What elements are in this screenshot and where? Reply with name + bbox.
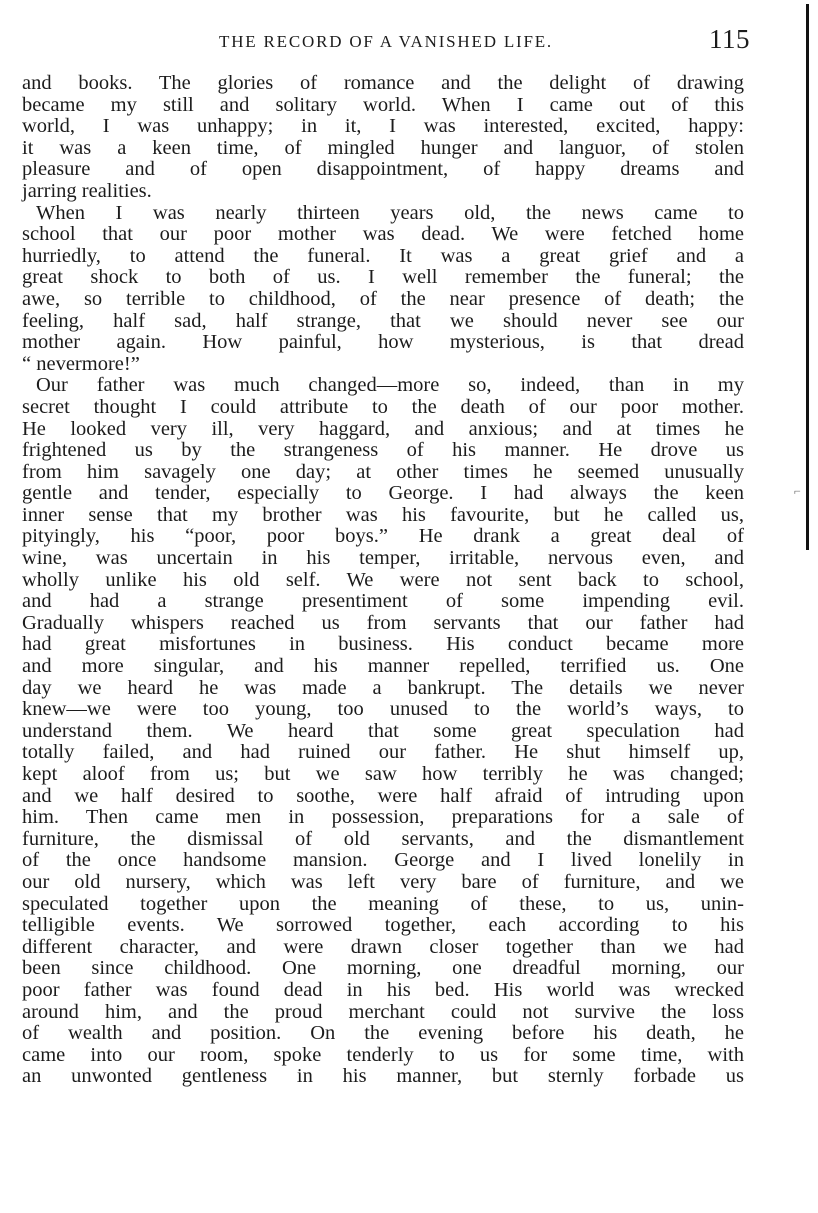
text-line: knew—we were too young, too unused to the world’s ways, to xyxy=(22,698,744,721)
text-line: and more singular, and his manner repelled, terrified us. One xyxy=(22,655,744,678)
text-line: world, I was unhappy; in it, I was interested, excited, happy: xyxy=(22,115,744,138)
text-line: When I was nearly thirteen years old, the news came to xyxy=(36,201,744,224)
text-line: awe, so terrible to childhood, of the near presence of death; the xyxy=(22,287,744,310)
text-line: “ nevermore!” xyxy=(22,352,140,375)
text-line: frightened us by the strangeness of his manner. He drove us xyxy=(22,439,744,462)
text-line: and had a strange presentiment of some impending evil. xyxy=(22,590,744,613)
text-lines xyxy=(22,73,744,1088)
page-number: 115 xyxy=(709,24,750,54)
text-line: great shock to both of us. I well remember the funeral; the xyxy=(22,266,744,289)
text-line: wine, was uncertain in his temper, irritable, nervous even, and xyxy=(22,547,744,570)
text-line: from him savagely one day; at other times he seemed unusually xyxy=(22,460,744,483)
text-line: pityingly, his “poor, poor boys.” He drank a great deal of xyxy=(22,525,744,548)
running-title: THE RECORD OF A VANISHED LIFE. xyxy=(219,32,553,51)
text-line: furniture, the dismissal of old servants, and the dismantlement xyxy=(22,827,744,850)
text-line: became my still and solitary world. When I came out of this xyxy=(22,93,744,116)
text-line: school that our poor mother was dead. We were fetched home xyxy=(22,223,744,246)
text-line: had great misfortunes in business. His conduct became more xyxy=(22,633,744,656)
text-line: day we heard he was made a bankrupt. The details we never xyxy=(22,676,744,699)
text-line: an unwonted gentleness in his manner, but sternly forbade us xyxy=(22,1065,744,1088)
text-line: of the once handsome mansion. George and I lived lonelily in xyxy=(22,849,744,872)
text-line: around him, and the proud merchant could not survive the loss xyxy=(22,1000,744,1023)
text-line: wholly unlike his old self. We were not sent back to school, xyxy=(22,568,744,591)
text-line: poor father was found dead in his bed. His world was wrecked xyxy=(22,978,744,1001)
text-line: of wealth and position. On the evening before his death, he xyxy=(22,1022,744,1045)
running-header xyxy=(22,24,750,60)
text-line: inner sense that my brother was his favourite, but he called us, xyxy=(22,503,744,526)
text-line: hurriedly, to attend the funeral. It was a great grief and a xyxy=(22,244,744,267)
text-line: He looked very ill, very haggard, and anxious; and at times he xyxy=(22,417,744,440)
text-line: mother again. How painful, how mysterious, is that dread xyxy=(22,331,744,354)
text-line: understand them. We heard that some great speculation had xyxy=(22,719,744,742)
text-line: secret thought I could attribute to the death of our poor mother. xyxy=(22,395,744,418)
text-line: and books. The glories of romance and the delight of drawing xyxy=(22,72,744,94)
text-line: jarring realities. xyxy=(22,179,152,202)
text-line: Our father was much changed—more so, indeed, than in my xyxy=(36,374,744,397)
text-line: different character, and were drawn closer together than we had xyxy=(22,935,744,958)
text-line: our old nursery, which was left very bare of furniture, and we xyxy=(22,870,744,893)
text-line: speculated together upon the meaning of these, to us, unin- xyxy=(22,892,744,915)
text-line: it was a keen time, of mingled hunger and languor, of stolen xyxy=(22,136,744,159)
text-line: and we half desired to soothe, were half afraid of intruding upon xyxy=(22,784,744,807)
text-line: feeling, half sad, half strange, that we should never see our xyxy=(22,309,744,332)
text-line: been since childhood. One morning, one dreadful morning, our xyxy=(22,957,744,980)
text-line: came into our room, spoke tenderly to us for some time, with xyxy=(22,1043,744,1066)
text-line: totally failed, and had ruined our father. He shut himself up, xyxy=(22,741,744,764)
text-line: gentle and tender, especially to George. I had always the keen xyxy=(22,482,744,505)
body-text xyxy=(22,73,744,1088)
text-line: Gradually whispers reached us from servants that our father had xyxy=(22,611,744,634)
text-line: telligible events. We sorrowed together, each according to his xyxy=(22,914,744,937)
page-edge-rule xyxy=(806,4,809,550)
text-line: kept aloof from us; but we saw how terribly he was changed; xyxy=(22,763,744,785)
text-line: pleasure and of open disappointment, of happy dreams and xyxy=(22,158,744,181)
margin-mark: ⌐ xyxy=(794,484,801,498)
text-line: him. Then came men in possession, preparations for a sale of xyxy=(22,806,744,829)
